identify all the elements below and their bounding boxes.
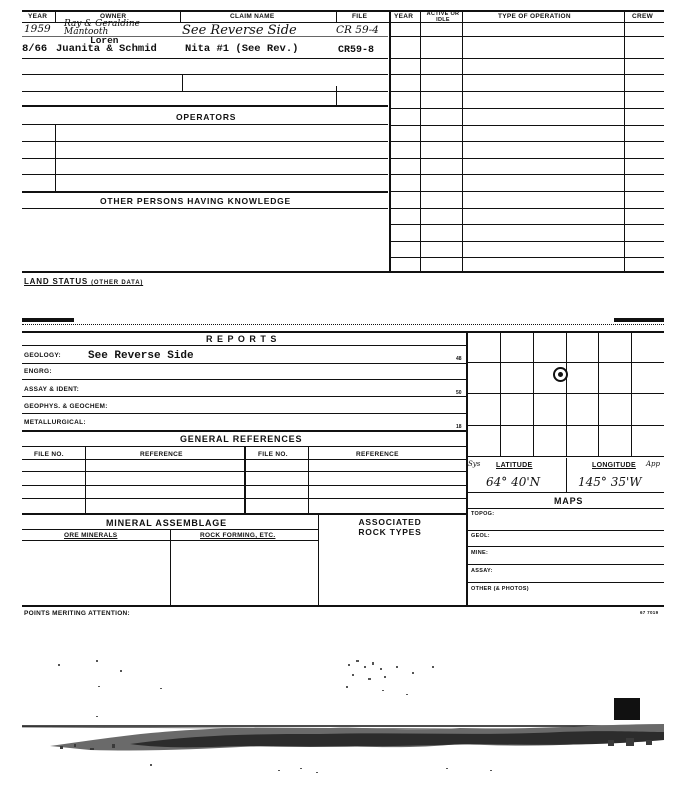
geology-value: See Reverse Side	[88, 350, 194, 362]
maps-mine: MINE:	[471, 550, 489, 556]
geology-label: GEOLOGY:	[24, 352, 61, 359]
row2-owner: Juanita & Schmid	[56, 43, 157, 55]
ref-file-no-2: FILE NO.	[258, 451, 288, 458]
land-status-label: LAND STATUS	[24, 277, 89, 286]
reports-title: R E P O R T S	[206, 334, 278, 344]
metallurgical-num: 18	[456, 424, 462, 430]
row1-file: CR 59-4	[336, 24, 379, 36]
longitude-label: LONGITUDE	[592, 462, 636, 469]
ref-file-no-1: FILE NO.	[34, 451, 64, 458]
maps-assay: ASSAY:	[471, 568, 493, 574]
year-header: YEAR	[28, 13, 48, 20]
lat-prefix: Sys	[468, 460, 481, 468]
geology-num: 48	[456, 356, 462, 362]
location-marker-icon	[553, 367, 568, 382]
ref-reference-2: REFERENCE	[356, 451, 399, 458]
row2-claim-name: Nita #1 (See Rev.)	[185, 43, 299, 55]
rock-forming-label: ROCK FORMING, ETC.	[200, 532, 276, 539]
ref-reference-1: REFERENCE	[140, 451, 183, 458]
lon-prefix: App	[646, 460, 661, 468]
file-header: FILE	[352, 13, 368, 20]
latitude-label: LATITUDE	[496, 462, 533, 469]
geophys-label: GEOPHYS. & GEOCHEM:	[24, 403, 108, 410]
ops-active-header: ACTIVE OR IDLE	[426, 11, 460, 23]
row1-owner: Ray & Geraldine Mantooth	[64, 19, 140, 37]
form-code: 67 7019	[640, 610, 659, 615]
associated-rock-types-title: ASSOCIATED ROCK TYPES	[358, 517, 422, 537]
row2-file: CR59-8	[338, 45, 375, 56]
ops-crew-header: CREW	[632, 13, 654, 20]
row1-year: 1959	[24, 23, 51, 35]
ore-minerals-label: ORE MINERALS	[64, 532, 118, 539]
points-meriting-label: POINTS MERITING ATTENTION:	[24, 610, 131, 617]
general-references-title: GENERAL REFERENCES	[180, 434, 303, 444]
row1-claim-name: See Reverse Side	[182, 23, 297, 38]
row2-owner-note: Loren	[90, 35, 119, 46]
owner-header: OWNER	[100, 13, 127, 20]
maps-geol: GEOL:	[471, 533, 490, 539]
operators-title: OPERATORS	[176, 112, 237, 122]
engrg-label: ENGRG:	[24, 368, 52, 375]
metallurgical-label: METALLURGICAL:	[24, 419, 86, 426]
assay-num: 50	[456, 390, 462, 396]
ops-type-header: TYPE OF OPERATION	[498, 13, 571, 20]
maps-other: OTHER (& PHOTOS)	[471, 586, 529, 592]
ops-year-header: YEAR	[394, 13, 414, 20]
longitude-value: 145° 35'W	[578, 475, 642, 489]
land-status-title	[24, 277, 143, 286]
row2-year: 8/66	[22, 43, 48, 55]
other-persons-title: OTHER PERSONS HAVING KNOWLEDGE	[100, 196, 292, 206]
maps-title: MAPS	[554, 496, 584, 506]
assay-label: ASSAY & IDENT:	[24, 386, 80, 393]
land-status-sub: (OTHER DATA)	[91, 280, 144, 286]
latitude-value: 64° 40'N	[486, 475, 541, 489]
maps-topog: TOPOG:	[471, 511, 495, 517]
claim-name-header: CLAIM NAME	[230, 13, 275, 20]
scan-noise-graphic	[0, 640, 678, 800]
mineral-assemblage-title: MINERAL ASSEMBLAGE	[106, 518, 227, 528]
